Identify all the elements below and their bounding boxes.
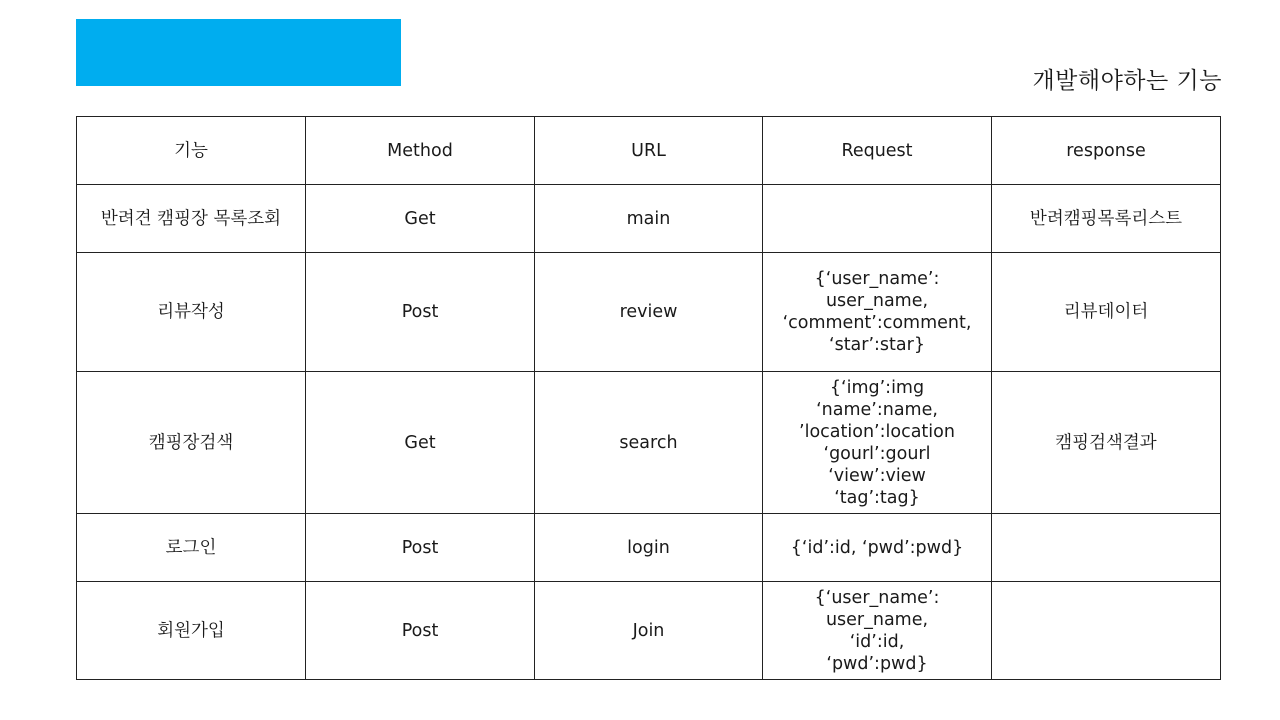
table-row — [77, 372, 1221, 514]
cell-request — [763, 253, 992, 372]
cell-response: 캠핑검색결과 — [992, 372, 1221, 514]
cell-response: 리뷰데이터 — [992, 253, 1221, 372]
page-title: 개발해야하는 기능 — [1032, 68, 1222, 94]
request-line: ‘gourl’:gourl — [823, 443, 931, 464]
request-line: user_name, — [825, 291, 929, 311]
header-feature: 기능 — [77, 117, 306, 185]
request-line: user_name, — [825, 609, 929, 630]
request-line: ‘id’:id, — [849, 631, 905, 652]
table-header-row — [77, 117, 1221, 185]
cell-request — [763, 582, 992, 680]
cell-url: main — [535, 185, 763, 253]
header-method: Method — [306, 117, 535, 185]
table-row — [77, 582, 1221, 680]
table-row — [77, 514, 1221, 582]
cell-response — [992, 582, 1221, 680]
header-url: URL — [535, 117, 763, 185]
accent-bar — [76, 19, 401, 86]
cell-url: review — [535, 253, 763, 372]
cell-method: Post — [306, 582, 535, 680]
cell-feature: 반려견 캠핑장 목록조회 — [77, 185, 306, 253]
cell-method: Post — [306, 514, 535, 582]
request-line: ‘comment’:comment, — [782, 313, 972, 333]
request-line: ‘pwd’:pwd} — [826, 653, 928, 674]
header-response: response — [992, 117, 1221, 185]
request-line: {‘user_name’: — [814, 269, 940, 289]
cell-feature: 로그인 — [77, 514, 306, 582]
request-line: {‘id’:id, ‘pwd’:pwd} — [790, 537, 964, 558]
table-row — [77, 185, 1221, 253]
request-line: {‘img’:img — [829, 377, 925, 398]
cell-request — [763, 185, 992, 253]
cell-response — [992, 514, 1221, 582]
request-line: ‘view’:view — [828, 465, 926, 486]
cell-method: Post — [306, 253, 535, 372]
api-spec-table — [76, 116, 1221, 680]
request-line: ‘tag’:tag} — [834, 487, 920, 508]
cell-request — [763, 372, 992, 514]
cell-url: login — [535, 514, 763, 582]
cell-feature: 리뷰작성 — [77, 253, 306, 372]
cell-request — [763, 514, 992, 582]
cell-feature: 캠핑장검색 — [77, 372, 306, 514]
request-line: ’location’:location — [799, 421, 955, 442]
table-row — [77, 253, 1221, 372]
cell-feature: 회원가입 — [77, 582, 306, 680]
cell-url: search — [535, 372, 763, 514]
request-line: ‘name’:name, — [816, 399, 938, 420]
cell-method: Get — [306, 372, 535, 514]
cell-response: 반려캠핑목록리스트 — [992, 185, 1221, 253]
cell-method: Get — [306, 185, 535, 253]
cell-url: Join — [535, 582, 763, 680]
request-line: ‘star’:star} — [829, 335, 925, 355]
header-request: Request — [763, 117, 992, 185]
request-line: {‘user_name’: — [814, 587, 940, 608]
